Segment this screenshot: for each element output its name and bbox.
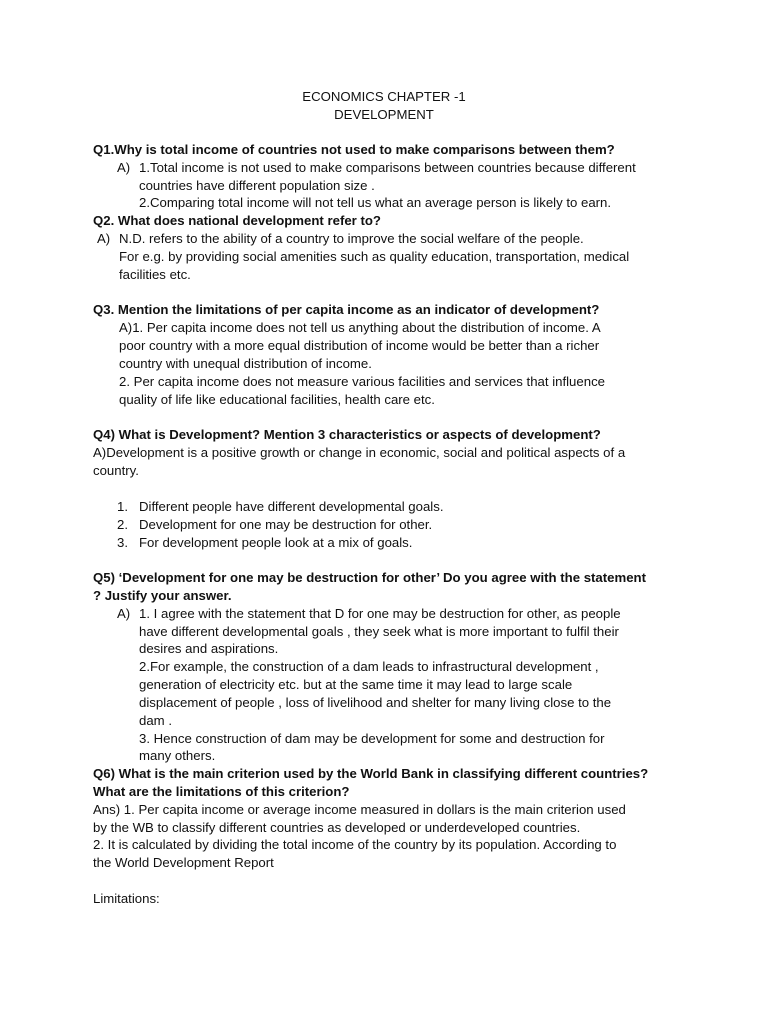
document-title: ECONOMICS CHAPTER -1 <box>302 89 466 104</box>
q1-answer-line: 1.Total income is not used to make comparisons between countries because different <box>139 160 636 175</box>
q5-answer-marker: A) <box>117 606 131 621</box>
q6-answer-line: the World Development Report <box>93 855 274 870</box>
q6-answer-line: Ans) 1. Per capita income or average income measured in dollars is the main criterion used <box>93 802 626 817</box>
q5-answer-line: dam . <box>139 713 172 728</box>
q1-answer-line: countries have different population size . <box>139 178 375 193</box>
q1-question: Q1.Why is total income of countries not used to make comparisons between them? <box>93 142 615 157</box>
q6-answer-line: 2. It is calculated by dividing the total income of the country by its population. According to <box>93 837 617 852</box>
q2-answer-line: facilities etc. <box>119 267 191 282</box>
q5-question-line: ? Justify your answer. <box>93 588 232 603</box>
q3-answer-line: country with unequal distribution of income. <box>119 356 372 371</box>
q5-answer-line: have different developmental goals , they seek what is more important to fulfil their <box>139 624 619 639</box>
q3-answer-line: poor country with a more equal distribution of income would be better than a richer <box>119 338 600 353</box>
q4-list-item: Different people have different developmental goals. <box>139 499 444 514</box>
q5-answer-line: 2.For example, the construction of a dam leads to infrastructural development , <box>139 659 599 674</box>
q5-answer-line: many others. <box>139 748 216 763</box>
q1-answer-line: 2.Comparing total income will not tell us what an average person is likely to earn. <box>139 195 612 210</box>
q2-question: Q2. What does national development refer to? <box>93 213 381 228</box>
q5-answer-line: desires and aspirations. <box>139 641 279 656</box>
q4-list-number: 1. <box>117 499 128 514</box>
q3-question: Q3. Mention the limitations of per capita income as an indicator of development? <box>93 302 600 317</box>
q5-answer-line: displacement of people , loss of livelihood and shelter for many living close to the <box>139 695 612 710</box>
document-subtitle: DEVELOPMENT <box>334 107 434 122</box>
q3-answer-line: quality of life like educational facilities, health care etc. <box>119 392 435 407</box>
q4-answer-line: A)Development is a positive growth or change in economic, social and political aspects of a <box>93 445 626 460</box>
q2-answer-line: N.D. refers to the ability of a country to improve the social welfare of the people. <box>119 231 584 246</box>
q2-answer-marker: A) <box>97 231 111 246</box>
q4-list-number: 2. <box>117 517 128 532</box>
q4-list-number: 3. <box>117 535 128 550</box>
q6-question-line: Q6) What is the main criterion used by the World Bank in classifying different countries? <box>93 766 649 781</box>
q6-question-line: What are the limitations of this criterion? <box>93 784 350 799</box>
q6-answer-line: by the WB to classify different countries as developed or underdeveloped countries. <box>93 820 581 835</box>
q4-question: Q4) What is Development? Mention 3 characteristics or aspects of development? <box>93 427 601 442</box>
q3-answer-line: 2. Per capita income does not measure various facilities and services that influence <box>119 374 605 389</box>
q4-answer-line: country. <box>93 463 139 478</box>
q5-answer-line: generation of electricity etc. but at the same time it may lead to large scale <box>139 677 573 692</box>
q4-list-item: Development for one may be destruction for other. <box>139 517 433 532</box>
q1-answer-marker: A) <box>117 160 131 175</box>
limitations-label: Limitations: <box>93 891 160 906</box>
q4-list-item: For development people look at a mix of goals. <box>139 535 413 550</box>
q2-answer-line: For e.g. by providing social amenities such as quality education, transportation, medical <box>119 249 630 264</box>
q3-answer-line: A)1. Per capita income does not tell us anything about the distribution of income. A <box>119 320 601 335</box>
q5-answer-line: 1. I agree with the statement that D for one may be destruction for other, as people <box>139 606 621 621</box>
q5-question-line: Q5) ‘Development for one may be destruction for other’ Do you agree with the statement <box>93 570 646 585</box>
q5-answer-line: 3. Hence construction of dam may be development for some and destruction for <box>139 731 605 746</box>
